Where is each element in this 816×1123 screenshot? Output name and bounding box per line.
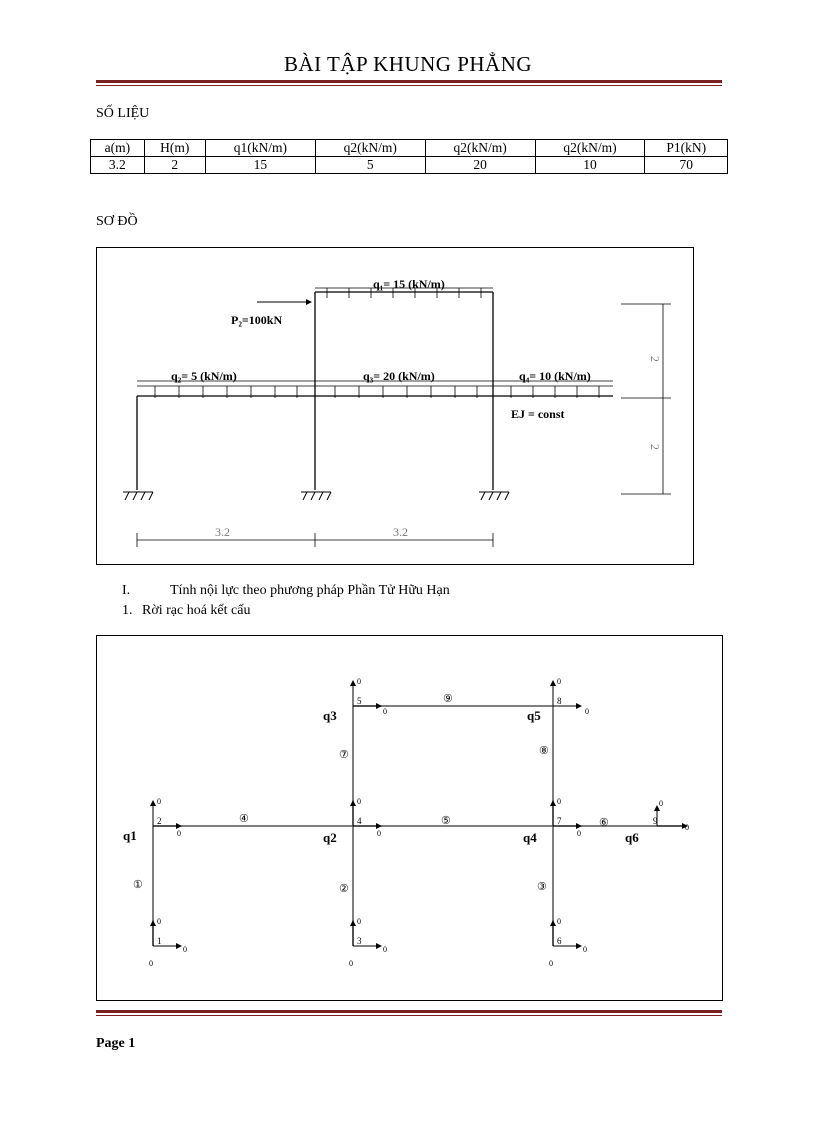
load-q2-label: q₂= 5 (kN/m)	[171, 369, 237, 383]
dof-label: q5	[527, 708, 541, 723]
table-cell: 70	[645, 157, 728, 174]
table-header-row	[91, 140, 728, 157]
zero-label: 0	[357, 677, 361, 686]
table-header-cell: q2(kN/m)	[425, 140, 535, 157]
header-rule-thin	[96, 85, 722, 86]
element-label: ⑦	[339, 749, 349, 761]
node-label: 5	[357, 696, 362, 706]
zero-label: 0	[383, 707, 387, 716]
zero-label: 0	[157, 797, 161, 806]
dim-height-lower: 2	[648, 444, 662, 450]
fem-diagram-box	[96, 635, 723, 1001]
table-header-cell: q1(kN/m)	[205, 140, 315, 157]
table-cell: 20	[425, 157, 535, 174]
element-label: ④	[239, 813, 249, 825]
zero-label: 0	[685, 823, 689, 832]
dof-arrows	[153, 681, 687, 946]
zero-label: 0	[583, 945, 587, 954]
zero-label: 0	[357, 797, 361, 806]
table-cell: 15	[205, 157, 315, 174]
dof-label: q2	[323, 830, 337, 845]
zero-label: 0	[157, 917, 161, 926]
heading-1-text: Tính nội lực theo phương pháp Phần Tử Hữu Hạn	[170, 583, 450, 598]
page-title: BÀI TẬP KHUNG PHẲNG	[283, 52, 533, 76]
table-cell: 5	[315, 157, 425, 174]
table-header-cell: q2(kN/m)	[315, 140, 425, 157]
node-label: 3	[357, 936, 362, 946]
node-label: 2	[157, 816, 162, 826]
node-label: 6	[557, 936, 562, 946]
dof-label: q6	[625, 830, 639, 845]
zero-label: 0	[377, 829, 381, 838]
zero-label: 0	[549, 959, 553, 968]
heading-2-text: Rời rạc hoá kết cấu	[142, 603, 251, 618]
dim-span-right: 3.2	[393, 525, 408, 539]
load-q4-label: q₄= 10 (kN/m)	[519, 369, 591, 383]
zero-label: 0	[557, 917, 561, 926]
node-label: 9	[653, 816, 658, 826]
table-cell: 3.2	[91, 157, 145, 174]
zero-label: 0	[557, 797, 561, 806]
dof-label: q1	[123, 828, 137, 843]
load-q3-label: q₃= 20 (kN/m)	[363, 369, 435, 383]
zero-label: 0	[383, 945, 387, 954]
table-header-cell: q2(kN/m)	[535, 140, 645, 157]
load-q1-label: q₁= 15 (kN/m)	[373, 277, 445, 291]
footer-rule	[96, 1010, 722, 1013]
element-label: ⑨	[443, 693, 453, 705]
node-label: 8	[557, 696, 562, 706]
zero-label: 0	[149, 959, 153, 968]
zero-label: 0	[183, 945, 187, 954]
zero-label: 0	[349, 959, 353, 968]
diagram-section-label: SƠ ĐỒ	[96, 214, 138, 229]
dof-label: q4	[523, 830, 537, 845]
frame-diagram-box	[96, 247, 694, 565]
node-label: 1	[157, 936, 162, 946]
table-header-cell: a(m)	[91, 140, 145, 157]
header-rule	[96, 80, 722, 83]
element-label: ⑤	[441, 815, 451, 827]
heading-2-number: 1.	[122, 603, 133, 618]
page-number: Page 1	[96, 1036, 136, 1051]
heading-1-number: I.	[122, 583, 131, 598]
zero-label: 0	[357, 917, 361, 926]
element-label: ③	[537, 881, 547, 893]
frame-diagram	[97, 248, 693, 564]
element-label: ⑧	[539, 745, 549, 757]
zero-label: 0	[585, 707, 589, 716]
footer-rule-thin	[96, 1015, 722, 1016]
dimension-lines	[137, 304, 671, 547]
dim-span-left: 3.2	[215, 525, 230, 539]
element-label: ⑥	[599, 817, 609, 829]
zero-label: 0	[659, 799, 663, 808]
stiffness-label: EJ = const	[511, 407, 565, 421]
table-cell: 10	[535, 157, 645, 174]
data-table	[90, 139, 728, 174]
table-cell: 2	[144, 157, 205, 174]
table-header-cell: P1(kN)	[645, 140, 728, 157]
element-label: ②	[339, 883, 349, 895]
node-label: 7	[557, 816, 562, 826]
dof-label: q3	[323, 708, 337, 723]
dim-height-upper: 2	[648, 356, 662, 362]
table-header-cell: H(m)	[144, 140, 205, 157]
data-section-label: SỐ LIỆU	[96, 106, 150, 121]
zero-label: 0	[557, 677, 561, 686]
zero-label: 0	[177, 829, 181, 838]
fixed-supports	[123, 492, 509, 500]
node-label: 4	[357, 816, 362, 826]
element-label: ①	[133, 879, 143, 891]
point-load-label: P₂=100kN	[231, 313, 283, 327]
table-row	[91, 157, 728, 174]
fem-diagram	[97, 636, 722, 1000]
zero-label: 0	[577, 829, 581, 838]
